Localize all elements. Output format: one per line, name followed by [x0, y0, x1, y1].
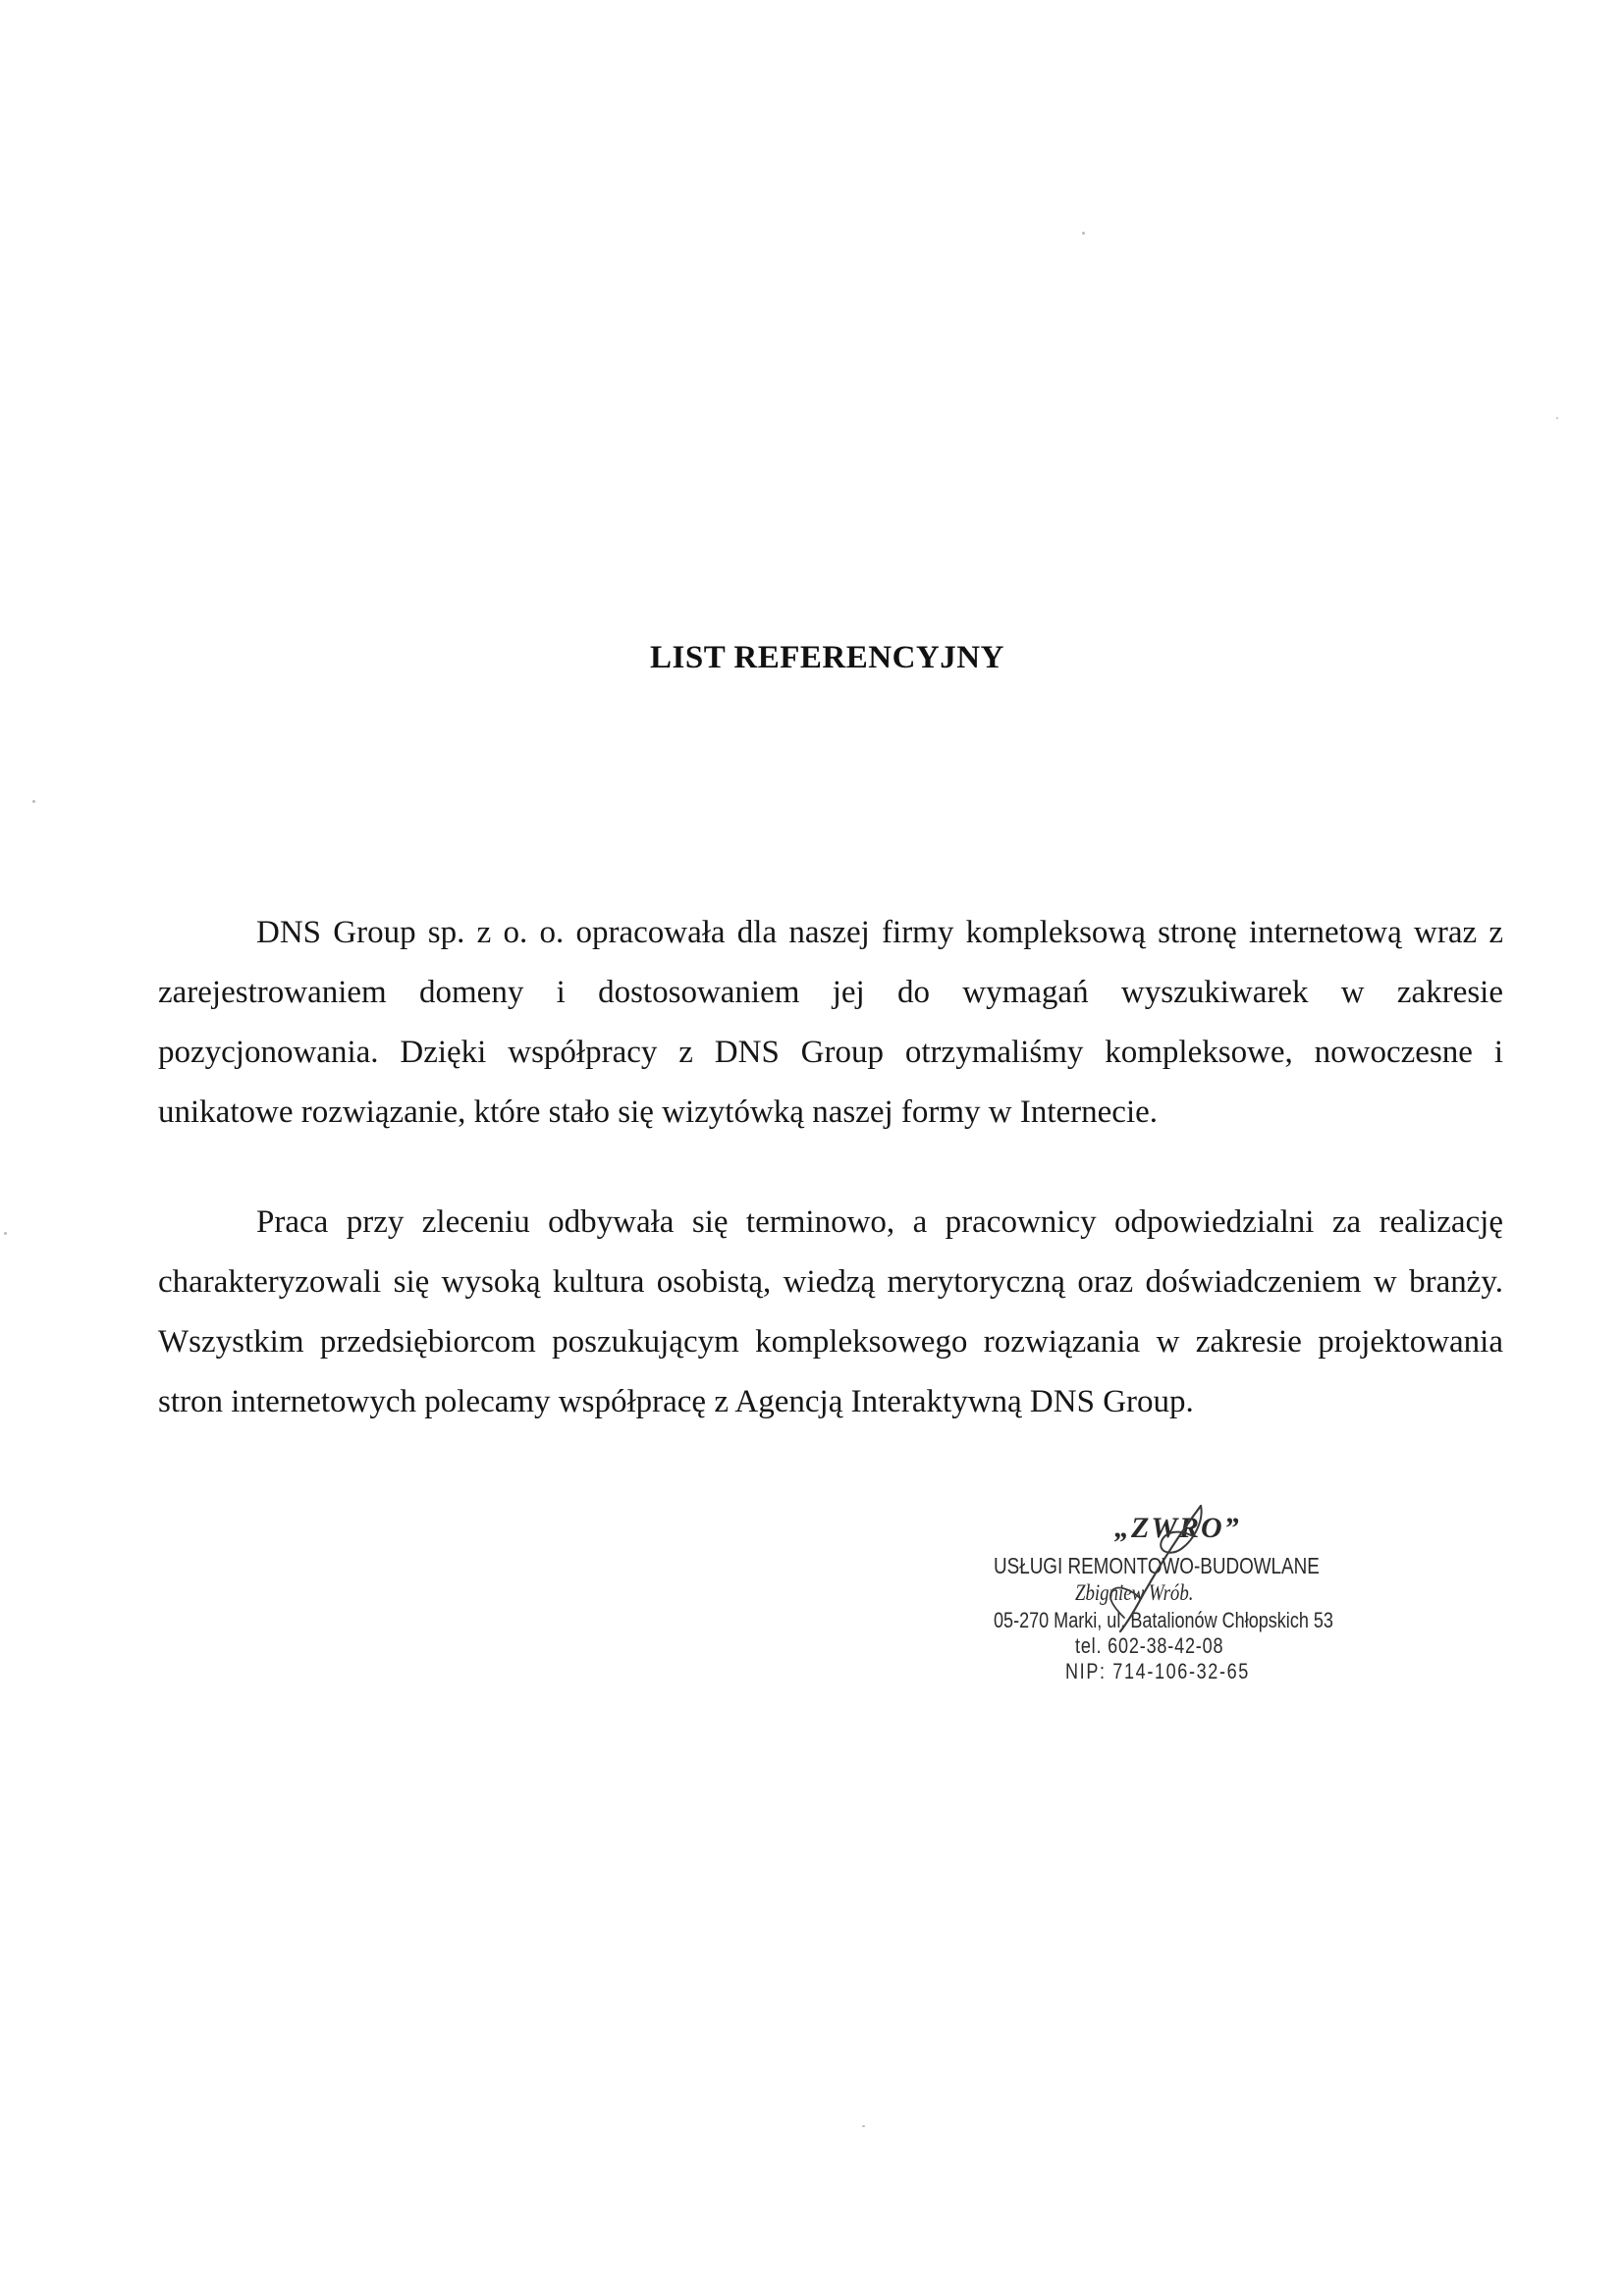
scan-speck [862, 2125, 865, 2127]
letter-title: LIST REFERENCYJNY [650, 640, 1004, 675]
stamp-owner-name: Zbigniew Wrób. [1075, 1580, 1194, 1605]
stamp-brand: „ZWRO” [1114, 1512, 1241, 1544]
scan-speck [1082, 232, 1085, 235]
handwritten-signature [1085, 1500, 1213, 1637]
stamp-company-type: USŁUGI REMONTOWO-BUDOWLANE [994, 1553, 1320, 1578]
paragraph-2: Praca przy zleceniu odbywała się terminowo, a pracownicy odpowiedzialni za realizację charakteryzowali się wysoką kultura osobistą, wiedzą merytoryczną oraz doświadczeniem w branży. Wszystkim przedsiębiorcom poszukującym kompleksowego rozwiązania w zakresie projektowania stron internetowych polecamy współpracę z Agencją Interaktywną DNS Group. [158, 1204, 1503, 1419]
scan-speck [4, 1232, 7, 1235]
scan-speck [1556, 417, 1558, 419]
stamp-phone: tel. 602-38-42-08 [1075, 1633, 1224, 1658]
scan-speck [32, 800, 35, 803]
stamp-nip: NIP: 714-106-32-65 [1065, 1659, 1250, 1683]
paragraph-1: DNS Group sp. z o. o. opracowała dla naszej firmy kompleksową stronę internetową wraz z zarejestrowaniem domeny i dostosowaniem jej do wymagań wyszukiwarek w zakresie pozycjonowania. Dzięki współpracy z DNS Group otrzymaliśmy kompleksowe, nowoczesne i unikatowe rozwiązanie, które stało się wizytówką naszej formy w Internecie. [158, 915, 1503, 1130]
stamp-address: 05-270 Marki, ul. Batalionów Chłopskich 53 [994, 1608, 1333, 1632]
